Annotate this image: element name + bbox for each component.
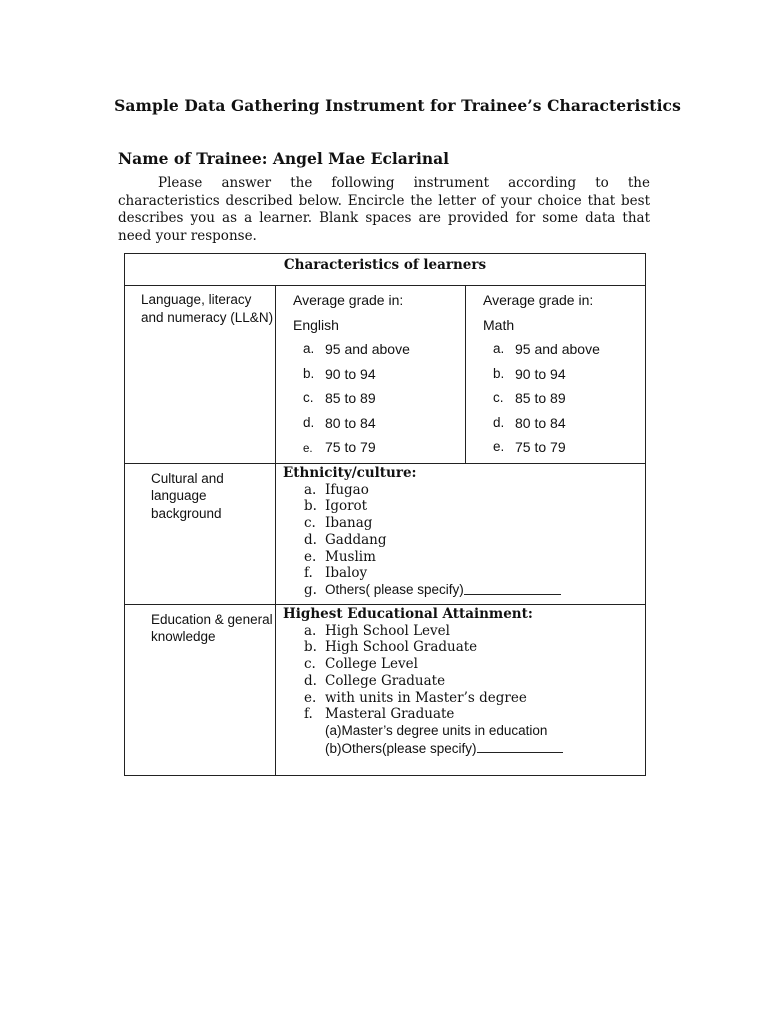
english-options [293, 340, 465, 463]
ethnicity-option[interactable]: b. Igorot [304, 498, 368, 515]
table-header: Characteristics of learners [125, 254, 646, 286]
ethnicity-option[interactable]: c. Ibanag [304, 515, 373, 532]
ethnicity-option-others[interactable]: g. Others( please specify) [304, 582, 645, 599]
english-prompt: Average grade in: [293, 292, 404, 308]
english-option[interactable]: e. 75 to 79 [303, 439, 376, 455]
education-option[interactable]: c. College Level [304, 656, 418, 673]
education-sub-option[interactable]: (a)Master’s degree units in education [325, 723, 548, 739]
document-title: Sample Data Gathering Instrument for Trainee’s Characteristics [114, 96, 681, 115]
english-option[interactable]: d. 80 to 84 [303, 414, 376, 431]
ethnicity-options [283, 482, 645, 600]
math-grade-cell [466, 286, 646, 464]
math-options [483, 340, 645, 463]
row-label-culture: Cultural and language background [125, 463, 276, 604]
math-option[interactable]: e. 75 to 79 [493, 439, 566, 455]
math-prompt: Average grade in: [483, 292, 594, 308]
row-label-education: Education & general knowledge [125, 604, 276, 775]
education-option[interactable]: b. High School Graduate [304, 639, 478, 656]
education-option[interactable]: f. Masteral Graduate [304, 706, 455, 723]
english-subject: English [293, 316, 339, 333]
education-option[interactable]: a. High School Level [304, 622, 450, 639]
instructions-paragraph [118, 175, 650, 245]
ethnicity-heading: Ethnicity/culture: [283, 464, 417, 481]
ethnicity-cell [276, 463, 646, 604]
english-option[interactable]: c. 85 to 89 [303, 390, 376, 406]
row-label-llan: Language, literacy and numeracy (LL&N) [125, 286, 276, 464]
instructions-text: Please answer the following instrument according to the characteristics described below. Encircle the letter of your choice that best describes you as a learner. Blank spaces are provided for some data that need your response. [118, 175, 650, 244]
math-option[interactable]: c. 85 to 89 [493, 390, 566, 406]
ethnicity-option[interactable]: f. Ibaloy [304, 565, 368, 582]
education-others-blank[interactable] [477, 740, 563, 753]
math-subject: Math [483, 316, 515, 333]
education-sub-option-others[interactable]: (b)Others(please specify) [283, 740, 645, 758]
others-blank[interactable] [464, 582, 561, 595]
math-option[interactable]: a. 95 and above [493, 341, 600, 357]
math-option[interactable]: d. 80 to 84 [493, 414, 566, 431]
education-heading: Highest Educational Attainment: [283, 605, 533, 622]
characteristics-table [124, 253, 646, 776]
ethnicity-option[interactable]: e. Muslim [304, 548, 376, 565]
english-option[interactable]: a. 95 and above [303, 341, 410, 357]
education-cell [276, 604, 646, 775]
ethnicity-option[interactable]: d. Gaddang [304, 531, 387, 548]
education-options [283, 623, 645, 724]
education-option[interactable]: e. with units in Master’s degree [304, 689, 527, 706]
education-option[interactable]: d. College Graduate [304, 672, 446, 689]
english-option[interactable]: b. 90 to 94 [303, 365, 376, 382]
math-option[interactable]: b. 90 to 94 [493, 365, 566, 382]
trainee-name: Name of Trainee: Angel Mae Eclarinal [118, 149, 450, 168]
ethnicity-option[interactable]: a. Ifugao [304, 481, 369, 498]
english-grade-cell [276, 286, 466, 464]
